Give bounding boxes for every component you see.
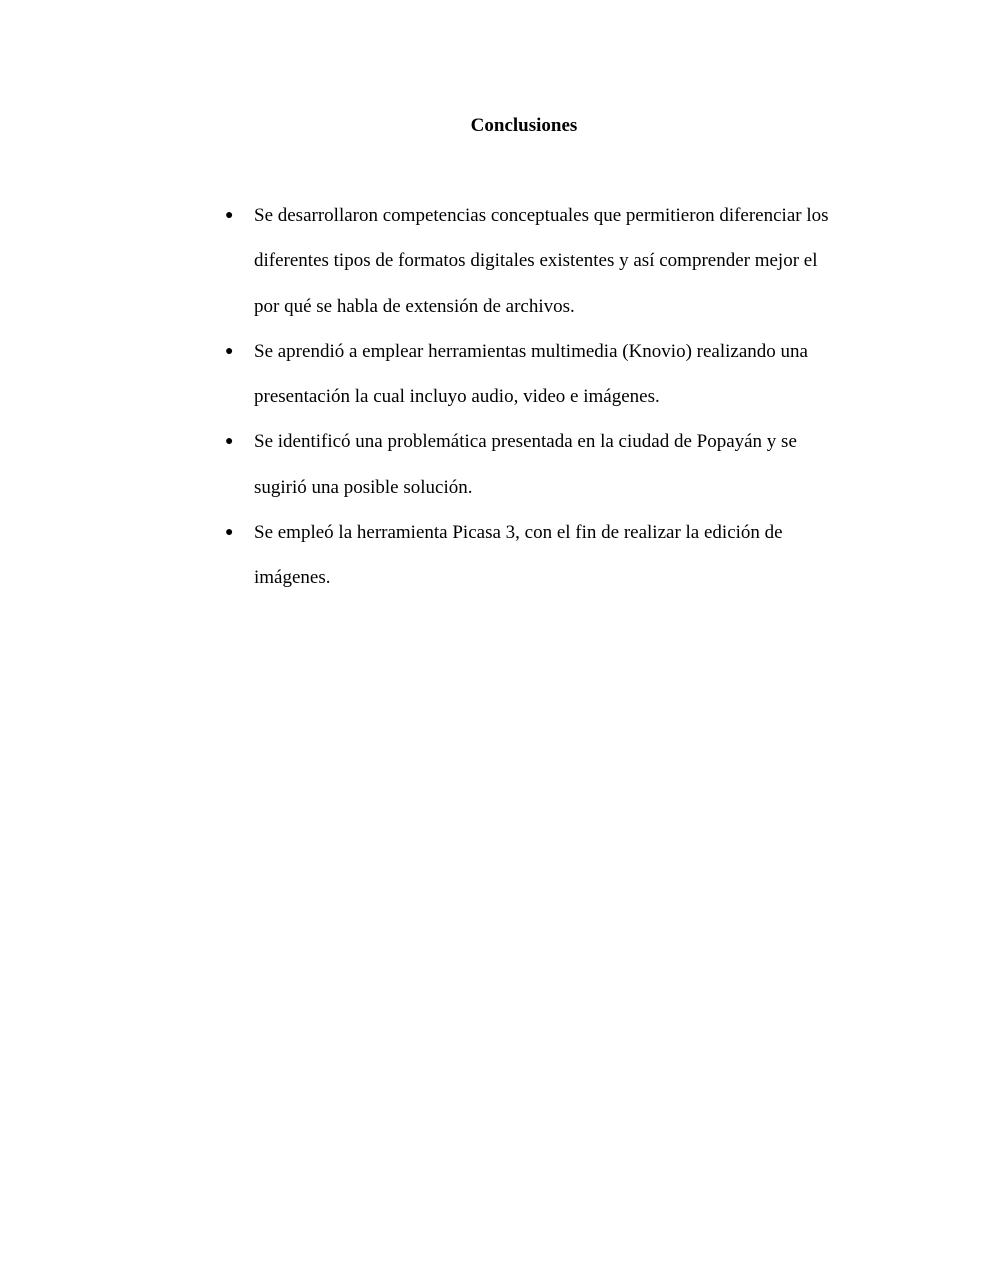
- list-item-line: por qué se habla de extensión de archivos.: [254, 295, 575, 317]
- bullet-dot-icon: ●: [225, 208, 234, 223]
- list-item: [222, 204, 862, 319]
- list-item: [222, 430, 862, 499]
- list-item-line: Se aprendió a emplear herramientas multimedia (Knovio) realizando una: [254, 340, 808, 362]
- list-item-line: Se identificó una problemática presentada en la ciudad de Popayán y se: [254, 431, 797, 453]
- list-item-line: Se desarrollaron competencias conceptuales que permitieron diferenciar los: [254, 205, 829, 226]
- page-title: Conclusiones: [470, 115, 578, 136]
- bullet-dot-icon: ●: [225, 343, 234, 359]
- list-item-line: presentación la cual incluyo audio, video e imágenes.: [254, 386, 660, 408]
- list-item-line: imágenes.: [254, 567, 331, 589]
- list-item-line: sugirió una posible solución.: [254, 476, 473, 498]
- list-item-line: diferentes tipos de formatos digitales existentes y así comprender mejor el: [254, 250, 818, 272]
- list-item-line: Se empleó la herramienta Picasa 3, con el fin de realizar la edición de: [254, 522, 783, 544]
- bullet-dot-icon: ●: [225, 525, 234, 541]
- list-item: [222, 340, 862, 409]
- conclusions-list: [222, 204, 862, 612]
- list-item: [222, 521, 862, 590]
- bullet-dot-icon: ●: [225, 434, 234, 450]
